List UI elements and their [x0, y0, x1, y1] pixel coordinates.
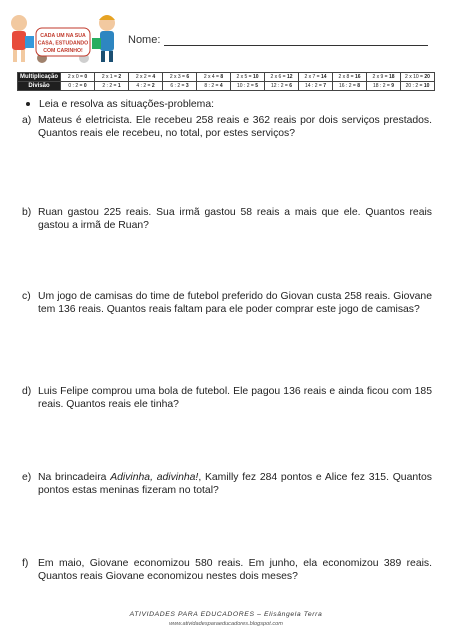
table-cell: 2 x 4 = 8 [197, 73, 231, 82]
footer-url: www.atividadesparaeducadores.blogspot.com [169, 621, 283, 627]
question-text: Em maio, Giovane economizou 580 reais. Em junho, ela economizou 389 reais. Quantos reais Giovane economizou nestes dois meses? [38, 558, 432, 583]
logo-line-1: CADA UM NA SUA [40, 33, 86, 39]
logo-line-2: CASA, ESTUDANDO [37, 40, 89, 47]
question-f [22, 557, 432, 584]
question-label: b) [22, 207, 32, 218]
table-cell: 2 x 1 = 2 [95, 73, 129, 82]
instructions-text: Leia e resolva as situações-problema: [39, 99, 215, 110]
division-row [18, 82, 435, 91]
question-text: Na brincadeira Adivinha, adivinha!, Kamilly fez 284 pontos e Alice fez 315. Quantos pontos estas meninas fizeram no total? [38, 472, 433, 497]
logo-line-3: COM CARINHO! [43, 48, 83, 54]
name-label: Nome: [128, 34, 161, 46]
table-cell: 2 x 2 = 4 [129, 73, 163, 82]
table-cell: 8 : 2 = 4 [197, 82, 231, 91]
table-cell: 2 x 8 = 16 [333, 73, 367, 82]
question-label: e) [22, 472, 32, 483]
table-cell: 20 : 2 = 10 [401, 82, 435, 91]
question-e [22, 471, 432, 498]
question-text: Luis Felipe comprou uma bola de futebol. Ele pagou 136 reais e ainda ficou com 185 reais. Quantos reais ele tinha? [38, 386, 432, 411]
question-text: Mateus é eletricista. Ele recebeu 258 reais e 362 reais por dois serviços prestados. Quantos reais ele recebeu, no total, por estes serviços? [38, 115, 432, 140]
multiplication-label: Multiplicação [18, 73, 61, 82]
question-b [22, 206, 432, 233]
times-table [17, 72, 435, 91]
table-cell: 4 : 2 = 2 [129, 82, 163, 91]
table-cell: 2 x 10 = 20 [401, 73, 435, 82]
footer-brand: ATIVIDADES PARA EDUCADORES [129, 611, 255, 618]
division-label: Divisão [18, 82, 61, 91]
table-cell: 6 : 2 = 3 [163, 82, 197, 91]
question-label: f) [22, 558, 29, 569]
game-name: Adivinha, adivinha! [110, 472, 199, 483]
footer-credit: ATIVIDADES PARA EDUCADORES – Elisângela Terra [129, 611, 323, 618]
table-cell: 2 : 2 = 1 [95, 82, 129, 91]
question-c [22, 290, 432, 317]
name-field[interactable] [164, 45, 428, 46]
table-cell: 2 x 9 = 18 [367, 73, 401, 82]
question-a [22, 114, 432, 141]
table-cell: 10 : 2 = 5 [231, 82, 265, 91]
table-cell: 18 : 2 = 9 [367, 82, 401, 91]
multiplication-row [18, 73, 435, 82]
table-cell: 2 x 5 = 10 [231, 73, 265, 82]
footer-author: Elisângela Terra [263, 611, 323, 618]
table-cell: 16 : 2 = 8 [333, 82, 367, 91]
question-label: a) [22, 115, 32, 126]
instructions [26, 99, 214, 110]
table-cell: 2 x 3 = 6 [163, 73, 197, 82]
kids-logo-illustration [8, 6, 120, 68]
table-cell: 2 x 7 = 14 [299, 73, 333, 82]
table-cell: 0 : 2 = 0 [61, 82, 95, 91]
bullet-icon [26, 102, 30, 106]
page-header [0, 0, 452, 72]
table-cell: 2 x 6 = 12 [265, 73, 299, 82]
question-text: Um jogo de camisas do time de futebol preferido do Giovan custa 258 reais. Giovane tem 136 reais. Quantos reais faltam para ele poder comprar este jogo de camisas? [38, 291, 432, 316]
question-label: d) [22, 386, 32, 397]
question-text: Ruan gastou 225 reais. Sua irmã gastou 58 reais a mais que ele. Quantos reais gastou a irmã de Ruan? [38, 207, 432, 232]
table-cell: 12 : 2 = 6 [265, 82, 299, 91]
question-label: c) [22, 291, 31, 302]
table-cell: 2 x 0 = 0 [61, 73, 95, 82]
question-d [22, 385, 432, 412]
table-cell: 14 : 2 = 7 [299, 82, 333, 91]
